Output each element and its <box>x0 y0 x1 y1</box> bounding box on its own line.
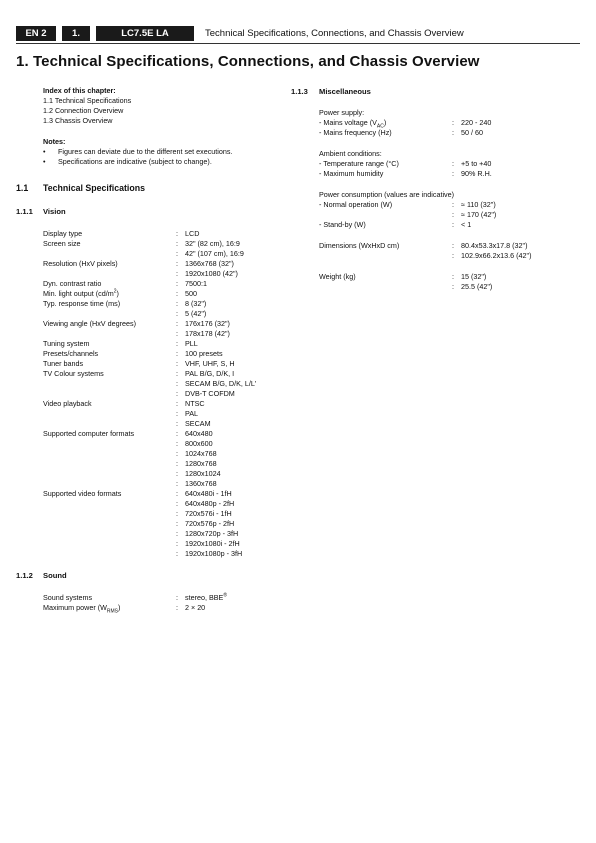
spec-value: +5 to +40 <box>461 159 492 168</box>
spec-row <box>319 159 579 169</box>
spec-label: Presets/channels <box>43 349 99 358</box>
spec-value: DVB-T COFDM <box>185 389 235 398</box>
spec-row <box>319 210 579 220</box>
spec-row <box>43 419 283 429</box>
spec-label: - Stand-by (W) <box>319 220 366 229</box>
spec-group-heading: Power supply: <box>319 108 365 117</box>
spec-colon: : <box>452 251 454 260</box>
spec-value: 640x480p - 2fH <box>185 499 235 508</box>
spec-row <box>319 220 579 230</box>
spec-row <box>43 309 283 319</box>
subsection-number-vision: 1.1.1 <box>16 207 33 216</box>
spec-value: 500 <box>185 289 197 298</box>
spec-label: - Mains voltage $(V_{AC})$ <box>319 118 387 130</box>
spec-row <box>43 439 283 449</box>
spec-group-heading: Ambient conditions: <box>319 149 382 158</box>
spec-colon: : <box>176 459 178 468</box>
spec-colon: : <box>176 329 178 338</box>
spec-colon: : <box>452 159 454 168</box>
spec-row <box>319 200 579 210</box>
spec-value: 720x576i - 1fH <box>185 509 232 518</box>
spec-row <box>43 349 283 359</box>
spec-colon: : <box>176 369 178 378</box>
spec-row <box>43 249 283 259</box>
spec-value: 1360x768 <box>185 479 217 488</box>
spec-label: Weight (kg) <box>319 272 356 281</box>
spec-colon: : <box>176 349 178 358</box>
spec-label: - Mains frequency (Hz) <box>319 128 392 137</box>
section-number: 1.1 <box>16 183 29 193</box>
spec-value: 720x576p - 2fH <box>185 519 235 528</box>
spec-colon: : <box>176 379 178 388</box>
spec-row <box>43 269 283 279</box>
spec-label: - Normal operation (W) <box>319 200 393 209</box>
notes-block <box>43 137 233 167</box>
spec-value: 42" (107 cm), 16:9 <box>185 249 244 258</box>
spec-value: NTSC <box>185 399 205 408</box>
spec-row <box>43 429 283 439</box>
header-rule <box>16 43 580 44</box>
spec-colon: : <box>452 200 454 209</box>
spec-label: Tuner bands <box>43 359 84 368</box>
spec-value: 102.9x66.2x13.6 (42") <box>461 251 532 260</box>
spec-colon: : <box>176 529 178 538</box>
spec-row <box>43 489 283 499</box>
spec-row <box>43 519 283 529</box>
spec-value: < 1 <box>461 220 472 229</box>
spec-value: 50 / 60 <box>461 128 483 137</box>
spec-row <box>43 289 283 299</box>
spec-label: Tuning system <box>43 339 90 348</box>
spec-value: 80.4x53.3x17.8 (32") <box>461 241 528 250</box>
spec-row <box>319 251 579 261</box>
spec-row <box>43 339 283 349</box>
spec-row <box>43 329 283 339</box>
subsection-number-sound: 1.1.2 <box>16 571 33 580</box>
spec-value: 2 × 20 <box>185 603 206 612</box>
spec-value: PAL B/G, D/K, I <box>185 369 235 378</box>
spec-colon: : <box>452 169 454 178</box>
spec-colon: : <box>176 299 178 308</box>
spec-value: 90% R.H. <box>461 169 492 178</box>
spec-colon: : <box>176 319 178 328</box>
spec-row <box>43 259 283 269</box>
spec-row <box>43 529 283 539</box>
spec-colon: : <box>176 259 178 268</box>
spec-value: 1920x1080i - 2fH <box>185 539 240 548</box>
spec-colon: : <box>452 282 454 291</box>
spec-colon: : <box>452 241 454 250</box>
spec-row <box>43 229 283 239</box>
spec-value: 1920x1080p - 3fH <box>185 549 243 558</box>
index-heading: Index of this chapter: <box>43 86 116 95</box>
spec-colon: : <box>176 269 178 278</box>
spec-value: 1024x768 <box>185 449 217 458</box>
section-title: Technical Specifications <box>43 183 146 193</box>
spec-value: 25.5 (42") <box>461 282 493 291</box>
notes-heading: Notes: <box>43 137 66 146</box>
spec-colon: : <box>176 479 178 488</box>
spec-row <box>43 299 283 309</box>
spec-label: Min. light output $(cd/m^2)$ <box>43 288 119 298</box>
spec-row <box>43 469 283 479</box>
spec-colon: : <box>176 439 178 448</box>
spec-value: SECAM B/G, D/K, L/L' <box>185 379 257 388</box>
spec-row <box>319 282 579 292</box>
spec-colon: : <box>176 549 178 558</box>
spec-label: Typ. response time (ms) <box>43 299 121 308</box>
spec-row <box>43 369 283 379</box>
spec-colon: : <box>176 399 178 408</box>
index-item: 1.2 Connection Overview <box>43 106 124 115</box>
spec-value: 1280x1024 <box>185 469 221 478</box>
spec-colon: : <box>176 499 178 508</box>
subsection-title-sound: Sound <box>43 571 67 580</box>
spec-colon: : <box>176 489 178 498</box>
header-box-chapter: 1. <box>62 26 90 41</box>
spec-value: PAL <box>185 409 199 418</box>
spec-label: Maximum power $(W_{RMS})$ <box>43 603 121 615</box>
spec-colon: : <box>176 249 178 258</box>
spec-value: stereo, BBE® <box>185 592 228 602</box>
spec-value: 15 (32") <box>461 272 487 281</box>
spec-label: Viewing angle (HxV degrees) <box>43 319 136 328</box>
spec-row <box>43 499 283 509</box>
spec-row <box>43 399 283 409</box>
header-box-model: LC7.5E LA <box>96 26 194 41</box>
spec-label: - Temperature range (°C) <box>319 159 399 168</box>
spec-row <box>319 169 579 179</box>
spec-value: 32" (82 cm), 16:9 <box>185 239 240 248</box>
spec-colon: : <box>452 128 454 137</box>
spec-value: LCD <box>185 229 200 238</box>
spec-colon: : <box>176 429 178 438</box>
spec-value: 640x480i - 1fH <box>185 489 232 498</box>
spec-value: 7500:1 <box>185 279 207 288</box>
spec-row <box>319 128 579 138</box>
spec-row <box>43 319 283 329</box>
spec-colon: : <box>452 118 454 127</box>
chapter-index <box>43 86 131 126</box>
chapter-title: 1. Technical Specifications, Connections, and Chassis Overview <box>16 53 480 70</box>
spec-colon: : <box>176 339 178 348</box>
spec-row <box>43 593 283 603</box>
spec-colon: : <box>176 509 178 518</box>
spec-value: 800x600 <box>185 439 213 448</box>
spec-row <box>43 359 283 369</box>
spec-colon: : <box>176 419 178 428</box>
spec-value: 1280x768 <box>185 459 217 468</box>
spec-colon: : <box>176 603 178 612</box>
spec-colon: : <box>176 239 178 248</box>
spec-value: 100 presets <box>185 349 223 358</box>
spec-colon: : <box>176 279 178 288</box>
spec-colon: : <box>176 409 178 418</box>
spec-colon: : <box>452 220 454 229</box>
spec-value: 220 - 240 <box>461 118 492 127</box>
note-item: • Figures can deviate due to the different set executions. <box>58 147 232 157</box>
spec-row <box>43 239 283 249</box>
spec-value: 5 (42") <box>185 309 207 318</box>
spec-row <box>43 539 283 549</box>
spec-colon: : <box>176 449 178 458</box>
spec-value: 178x178 (42") <box>185 329 230 338</box>
subsection-number-misc: 1.1.3 <box>291 87 308 96</box>
spec-label: Resolution (HxV pixels) <box>43 259 118 268</box>
index-item: 1.3 Chassis Overview <box>43 116 113 125</box>
spec-colon: : <box>176 593 178 602</box>
spec-value: 176x176 (32") <box>185 319 230 328</box>
spec-colon: : <box>176 539 178 548</box>
index-item: 1.1 Technical Specifications <box>43 96 132 105</box>
spec-value: 640x480 <box>185 429 213 438</box>
spec-row <box>43 279 283 289</box>
spec-colon: : <box>176 519 178 528</box>
spec-label: Dyn. contrast ratio <box>43 279 102 288</box>
spec-colon: : <box>452 210 454 219</box>
spec-row <box>43 459 283 469</box>
spec-label: - Maximum humidity <box>319 169 384 178</box>
spec-row <box>319 118 579 128</box>
spec-row <box>43 449 283 459</box>
spec-value: ≈ 170 (42") <box>461 210 497 219</box>
spec-colon: : <box>452 272 454 281</box>
spec-label: Supported video formats <box>43 489 122 498</box>
spec-value: ≈ 110 (32") <box>461 200 496 209</box>
spec-row <box>43 509 283 519</box>
spec-group-heading: Power consumption (values are indicative) <box>319 190 455 199</box>
spec-value: 1366x768 (32") <box>185 259 234 268</box>
spec-row <box>43 549 283 559</box>
spec-label: TV Colour systems <box>43 369 104 378</box>
spec-colon: : <box>176 389 178 398</box>
spec-row <box>43 409 283 419</box>
spec-row <box>43 479 283 489</box>
spec-row <box>319 241 579 251</box>
subsection-title-misc: Miscellaneous <box>319 87 371 96</box>
spec-colon: : <box>176 359 178 368</box>
spec-label: Screen size <box>43 239 81 248</box>
spec-colon: : <box>176 309 178 318</box>
spec-colon: : <box>176 289 178 298</box>
spec-row <box>43 379 283 389</box>
spec-colon: : <box>176 469 178 478</box>
spec-value: 1920x1080 (42") <box>185 269 238 278</box>
spec-label: Dimensions (WxHxD cm) <box>319 241 400 250</box>
spec-label: Sound systems <box>43 593 93 602</box>
spec-row <box>43 389 283 399</box>
spec-value: 1280x720p - 3fH <box>185 529 239 538</box>
header-title: Technical Specifications, Connections, and Chassis Overview <box>205 28 464 39</box>
note-item: • Specifications are indicative (subject to change). <box>58 157 232 167</box>
spec-label: Video playback <box>43 399 92 408</box>
spec-row <box>43 603 283 613</box>
spec-row <box>319 272 579 282</box>
header-box-language: EN 2 <box>16 26 56 41</box>
spec-value: PLL <box>185 339 198 348</box>
spec-value: SECAM <box>185 419 211 428</box>
spec-label: Supported computer formats <box>43 429 135 438</box>
spec-colon: : <box>176 229 178 238</box>
subsection-title-vision: Vision <box>43 207 66 216</box>
spec-value: VHF, UHF, S, H <box>185 359 235 368</box>
spec-value: 8 (32") <box>185 299 207 308</box>
spec-label: Display type <box>43 229 83 238</box>
